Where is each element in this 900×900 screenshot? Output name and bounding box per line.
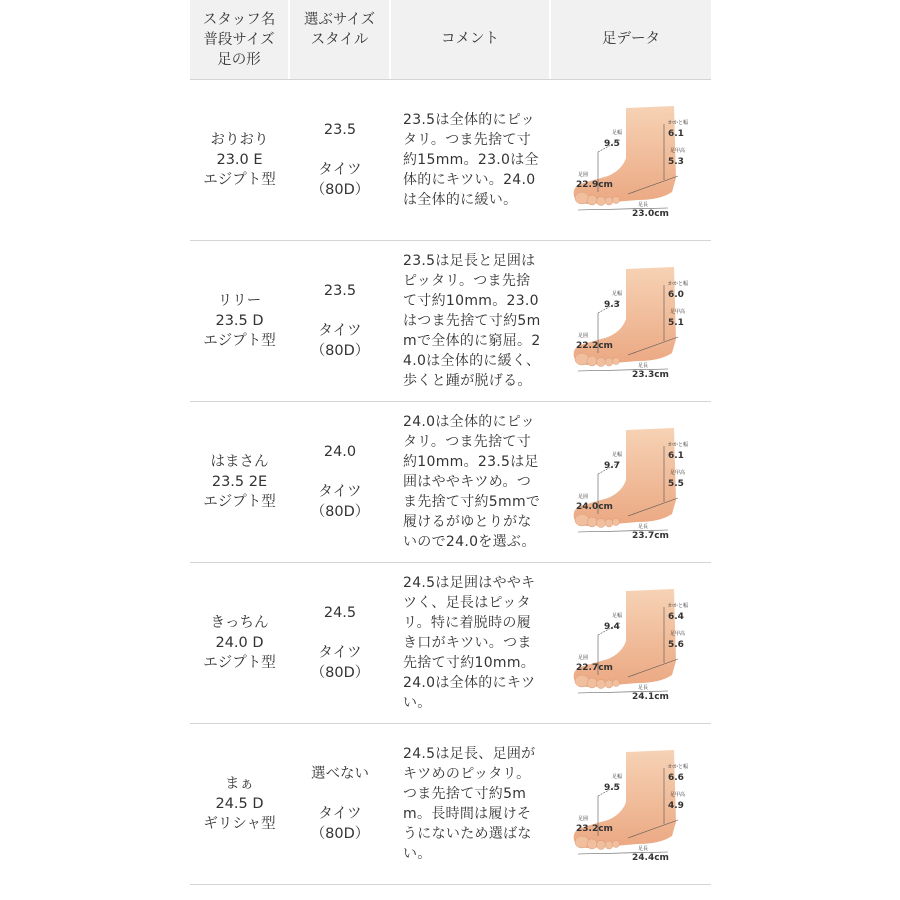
style: タイツ: [318, 323, 362, 339]
foot-shape: エジプト型: [203, 333, 276, 349]
width-label: 足幅: [612, 774, 623, 780]
foot-diagram: [568, 744, 694, 864]
foot-data-cell: [551, 563, 711, 723]
comment-cell: [391, 402, 551, 562]
girth-value: 22.9cm: [576, 180, 613, 190]
foot-data-cell: [551, 402, 711, 562]
staff-cell: [190, 80, 290, 240]
chosen-size: 24.0: [323, 444, 357, 460]
staff-name: きっちん: [210, 615, 269, 631]
instep-value: 5.6: [668, 640, 684, 650]
size-style-cell: [290, 80, 391, 240]
instep-label: 足甲高: [670, 470, 686, 476]
heel-label: かかと幅: [668, 764, 689, 770]
size-style-cell: [290, 241, 391, 401]
girth-value: 22.7cm: [576, 663, 613, 673]
usual-size: 23.5 2E: [211, 474, 268, 490]
staff-cell: [190, 241, 290, 401]
heel-label: かかと幅: [668, 442, 689, 448]
denier: （80D）: [310, 343, 370, 359]
foot-shape: エジプト型: [203, 655, 276, 671]
denier: （80D）: [310, 182, 370, 198]
size-comparison-table: [190, 0, 711, 885]
length-value: 24.4cm: [632, 853, 669, 863]
heel-value: 6.1: [668, 129, 684, 139]
width-label: 足幅: [612, 452, 623, 458]
table-row: [190, 402, 711, 563]
girth-value: 22.2cm: [576, 341, 613, 351]
girth-label: 足囲: [578, 333, 589, 339]
foot-shape: エジプト型: [203, 494, 276, 510]
header-size-style: 選ぶサイズ スタイル: [290, 0, 391, 79]
heel-value: 6.1: [668, 451, 684, 461]
comment-text: 24.5は足長、足囲がキツめのピッタリ。つま先捨て寸約5mm。長時間は履けそうにないため選ばない。: [403, 746, 536, 862]
foot-data-cell: [551, 80, 711, 240]
width-value: 9.4: [604, 622, 620, 632]
staff-name: はまさん: [210, 454, 269, 470]
usual-size: 24.5 D: [215, 796, 264, 812]
heel-label: かかと幅: [668, 603, 689, 609]
instep-value: 5.1: [668, 318, 684, 328]
instep-label: 足甲高: [670, 792, 686, 798]
length-value: 24.1cm: [632, 692, 669, 702]
length-label: 足長: [638, 846, 649, 852]
staff-cell: [190, 402, 290, 562]
style: タイツ: [318, 806, 362, 822]
usual-size: 24.0 D: [215, 635, 264, 651]
foot-diagram: [568, 261, 694, 381]
width-value: 9.3: [604, 300, 620, 310]
girth-label: 足囲: [578, 816, 589, 822]
comment-text: 23.5は全体的にピッタリ。つま先捨て寸約15mm。23.0は全体的にキツい。24.0は全体的に緩い。: [403, 112, 539, 208]
length-label: 足長: [638, 202, 649, 208]
staff-name: リリー: [217, 293, 262, 309]
heel-label: かかと幅: [668, 281, 689, 287]
width-label: 足幅: [612, 613, 623, 619]
header-staff: スタッフ名 普段サイズ 足の形: [190, 0, 290, 79]
staff-name: おりおり: [210, 132, 269, 148]
width-label: 足幅: [612, 291, 623, 297]
staff-cell: [190, 563, 290, 723]
comment-cell: [391, 241, 551, 401]
width-value: 9.7: [604, 461, 620, 471]
foot-shape: エジプト型: [203, 172, 276, 188]
chosen-size: 23.5: [323, 122, 357, 138]
denier: （80D）: [310, 665, 370, 681]
length-label: 足長: [638, 524, 649, 530]
denier: （80D）: [310, 826, 370, 842]
style: タイツ: [318, 162, 362, 178]
table-row: [190, 80, 711, 241]
table-row: [190, 241, 711, 402]
size-style-cell: [290, 724, 391, 884]
foot-data-cell: [551, 724, 711, 884]
size-style-cell: [290, 402, 391, 562]
comment-cell: [391, 563, 551, 723]
foot-diagram: [568, 100, 694, 220]
heel-value: 6.0: [668, 290, 684, 300]
heel-value: 6.6: [668, 773, 684, 783]
size-style-cell: [290, 563, 391, 723]
denier: （80D）: [310, 504, 370, 520]
instep-value: 5.3: [668, 157, 684, 167]
heel-value: 6.4: [668, 612, 684, 622]
header-comment: コメント: [391, 0, 551, 79]
comment-text: 24.0は全体的にピッタリ。つま先捨て寸約10mm。23.5は足囲はややキツめ。つま先捨て寸約5mmで履けるがゆとりがないので24.0を選ぶ。: [403, 414, 541, 550]
instep-value: 5.5: [668, 479, 684, 489]
chosen-size: 選べない: [311, 766, 369, 782]
heel-label: かかと幅: [668, 120, 689, 126]
table-header: [190, 0, 711, 80]
length-value: 23.7cm: [632, 531, 669, 541]
instep-label: 足甲高: [670, 631, 686, 637]
usual-size: 23.0 E: [216, 152, 263, 168]
table-row: [190, 563, 711, 724]
girth-label: 足囲: [578, 655, 589, 661]
girth-value: 23.2cm: [576, 824, 613, 834]
instep-label: 足甲高: [670, 309, 686, 315]
comment-cell: [391, 80, 551, 240]
width-label: 足幅: [612, 130, 623, 136]
width-value: 9.5: [604, 139, 620, 149]
header-foot-data: 足データ: [602, 31, 660, 47]
girth-label: 足囲: [578, 172, 589, 178]
style: タイツ: [318, 645, 362, 661]
style: タイツ: [318, 484, 362, 500]
length-value: 23.3cm: [632, 370, 669, 380]
foot-diagram: [568, 583, 694, 703]
staff-name: まぁ: [225, 776, 254, 792]
girth-value: 24.0cm: [576, 502, 613, 512]
girth-label: 足囲: [578, 494, 589, 500]
comment-text: 23.5は足長と足囲はピッタリ。つま先捨て寸約10mm。23.0はつま先捨て寸約5mmで全体的に窮屈。24.0は全体的に緩く、歩くと踵が脱げる。: [403, 253, 541, 389]
foot-diagram: [568, 422, 694, 542]
chosen-size: 23.5: [323, 283, 357, 299]
usual-size: 23.5 D: [215, 313, 264, 329]
foot-shape: ギリシャ型: [203, 816, 276, 832]
foot-data-cell: [551, 241, 711, 401]
length-label: 足長: [638, 685, 649, 691]
width-value: 9.5: [604, 783, 620, 793]
instep-value: 4.9: [668, 801, 684, 811]
chosen-size: 24.5: [323, 605, 357, 621]
comment-cell: [391, 724, 551, 884]
staff-cell: [190, 724, 290, 884]
instep-label: 足甲高: [670, 148, 686, 154]
length-value: 23.0cm: [632, 209, 669, 219]
table-row: [190, 724, 711, 885]
length-label: 足長: [638, 363, 649, 369]
comment-text: 24.5は足囲はややキツく、足長はピッタリ。特に着脱時の履き口がキツい。つま先捨て寸約10mm。24.0は全体的にキツい。: [403, 575, 536, 711]
